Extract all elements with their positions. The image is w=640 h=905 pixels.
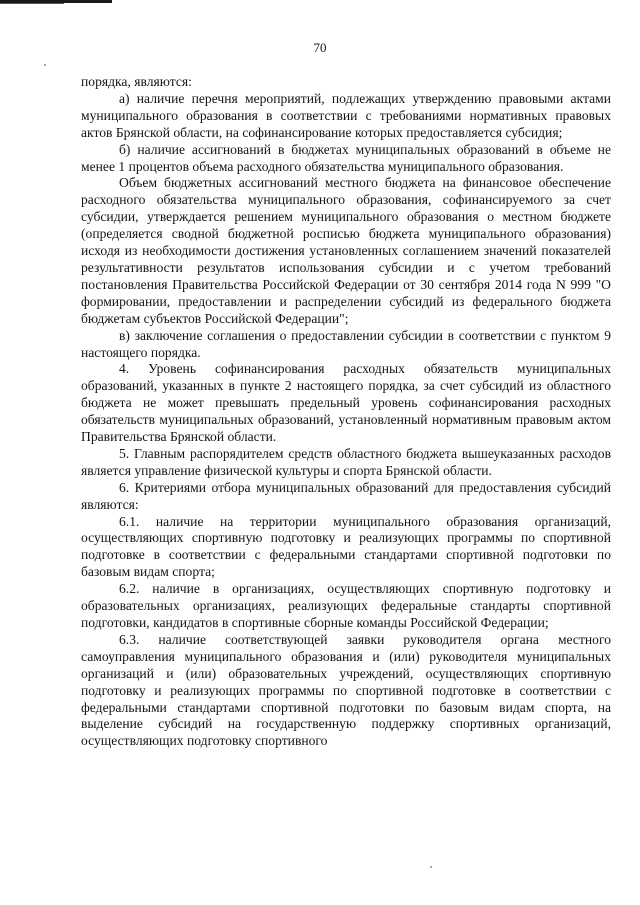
paragraph-item-v: в) заключение соглашения о предоставлении субсидии в соответствии с пунктом 9 настоящего порядка. — [81, 327, 611, 360]
document-body — [81, 74, 611, 750]
scan-edge-mark-thin — [0, 3, 64, 4]
paragraph-clause-5: 5. Главным распорядителем средств областного бюджета вышеуказанных расходов является управление физической культуры и спорта Брянской области. — [81, 445, 611, 478]
paragraph-clause-6: 6. Критериями отбора муниципальных образований для предоставления субсидий являются: — [81, 479, 611, 512]
scan-speck — [44, 64, 46, 66]
paragraph-clause-6-2: 6.2. наличие в организациях, осуществляющих спортивную подготовку и образовательных организациях, реализующих федеральные стандарты спортивной подготовки, кандидатов в спортивные сборные команды Российской Федерации; — [81, 581, 611, 630]
page-number: 70 — [313, 40, 327, 55]
paragraph-clause-4: 4. Уровень софинансирования расходных обязательств муниципальных образований, указанных в пункте 2 настоящего порядка, за счет субсидий из областного бюджета не может превышать предельный уровень софинансирования расходных обязательств муниципальных образований, установленный нормативным правовым актом Правительства Брянской области. — [81, 361, 611, 445]
paragraph-budget-volume: Объем бюджетных ассигнований местного бюджета на финансовое обеспечение расходного обязательства муниципального образования, софинансируемого за счет субсидии, утверждается решением муниципального образования о местном бюджете (определяется сводной бюджетной росписью бюджета муниципального образования) исходя из необходимости достижения установленных соглашением значений показателей результативности результатов использования субсидии и с учетом требований постановления Правительства Российской Федерации от 30 сентября 2014 года N 999 "О формировании, предоставлении и распределении субсидий из федерального бюджета бюджетам субъектов Российской Федерации"; — [81, 175, 611, 326]
paragraph-clause-6-3: 6.3. наличие соответствующей заявки руководителя органа местного самоуправления муниципального образования и (или) руководителя муниципальных организаций и (или) образовательных учреждений, осуществляющих спортивную подготовку и реализующих программы по спортивной подготовке в соответствии с федеральными стандартами спортивной подготовки по базовым видам спорта, на выделение субсидий на государственную поддержку спортивных организаций, осуществляющих подготовку спортивного — [81, 631, 611, 749]
paragraph-item-b: б) наличие ассигнований в бюджетах муниципальных образований в объеме не менее 1 процентов объема расходного обязательства муниципального образования. — [81, 141, 611, 174]
paragraph-clause-6-1: 6.1. наличие на территории муниципального образования организаций, осуществляющих спортивную подготовку и реализующих программы по спортивной подготовке в соответствии с федеральными стандартами спортивной подготовки по базовым видам спорта; — [81, 513, 611, 580]
scan-speck — [430, 866, 432, 868]
paragraph-continuation: порядка, являются: — [81, 74, 192, 89]
paragraph-item-a: а) наличие перечня мероприятий, подлежащих утверждению правовыми актами муниципального образования в соответствии с требованиями нормативных правовых актов Брянской области, на софинансирование которых предоставляется субсидия; — [81, 90, 611, 140]
